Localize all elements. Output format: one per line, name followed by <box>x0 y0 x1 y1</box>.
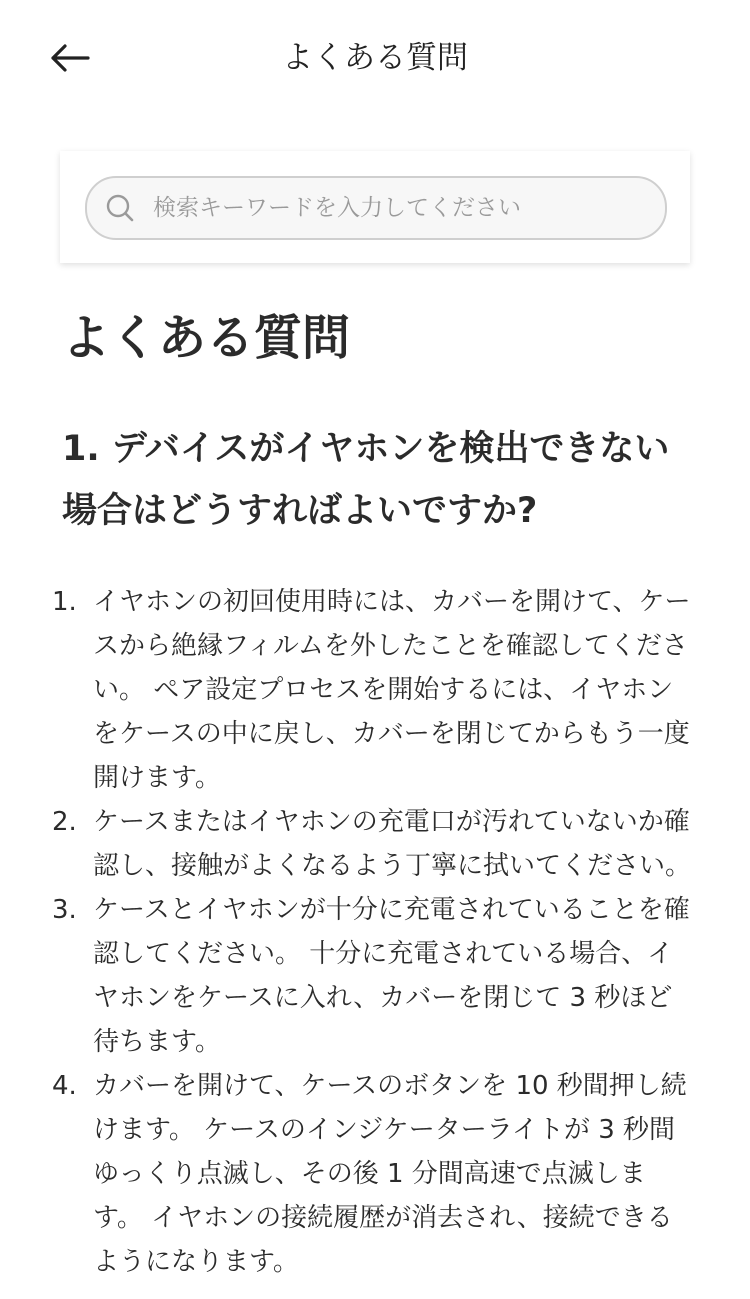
app-header <box>0 0 750 116</box>
search-icon <box>105 193 135 223</box>
page-title: よくある質問 <box>62 310 351 366</box>
answer-number: 4. <box>52 1071 77 1101</box>
answer-number: 1. <box>52 587 77 617</box>
search-bar[interactable] <box>85 176 667 240</box>
answer-number: 2. <box>52 807 77 837</box>
search-card <box>60 151 690 263</box>
answer-item <box>0 888 750 1064</box>
search-input[interactable] <box>153 188 653 228</box>
answer-item <box>0 1064 750 1284</box>
answer-item <box>0 580 750 800</box>
header-title: よくある質問 <box>282 40 468 76</box>
answer-text: カバーを開けて、ケースのボタンを 10 秒間押し続けます。 ケースのインジケーターライトが 3 秒間ゆっくり点滅し、その後 1 分間高速で点滅します。 イヤホンの接続履歴が消去され、接続できるようになります。 <box>93 1071 687 1277</box>
answer-text: ケースとイヤホンが十分に充電されていることを確認してください。 十分に充電されている場合、イヤホンをケースに入れ、カバーを閉じて 3 秒ほど待ちます。 <box>93 895 690 1057</box>
answer-text: イヤホンの初回使用時には、カバーを開けて、ケースから絶縁フィルムを外したことを確認してください。 ペア設定プロセスを開始するには、イヤホンをケースの中に戻し、カバーを閉じてからもう一度開けます。 <box>93 587 691 793</box>
answer-text: ケースまたはイヤホンの充電口が汚れていないか確認し、接触がよくなるよう丁寧に拭いてください。 <box>93 807 692 881</box>
answer-item <box>0 800 750 888</box>
answer-list <box>0 580 750 1284</box>
faq-question: 1. デバイスがイヤホンを検出できない場合はどうすればよいですか? <box>62 429 670 531</box>
answer-number: 3. <box>52 895 77 925</box>
